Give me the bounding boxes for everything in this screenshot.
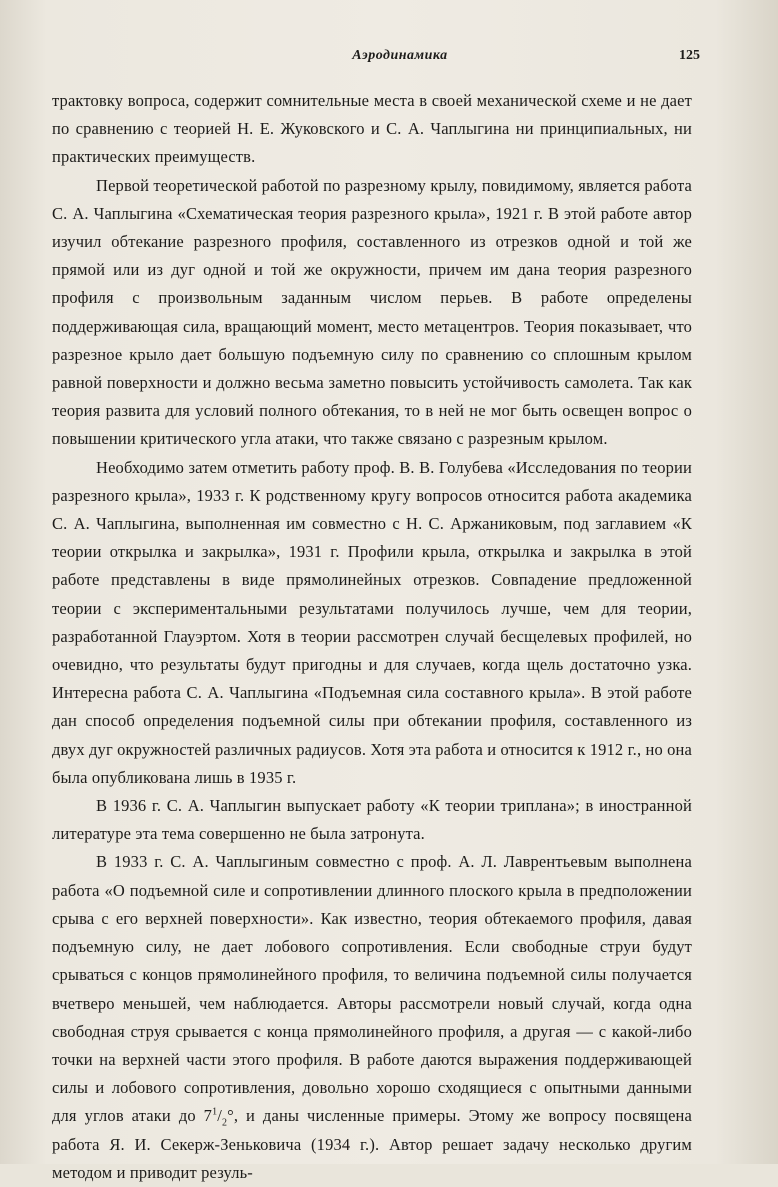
fraction-denominator: 2 xyxy=(221,1117,228,1129)
paragraph: трактовку вопроса, содержит сомнительные места в своей механической схеме и не дает по сравнению с теорией Н. Е. Жуковского и С. А. Чаплыгина ни принципиальных, ни практических преимуществ. xyxy=(52,91,692,167)
paragraph-last: В 1933 г. С. А. Чаплыгиным совместно с проф. А. Л. Лаврентьевым выполнена работа «О подъемной силе и сопротивлении длинного плоского крыла в предположении срыва с его верхней поверхности». Как известно, теория обтекаемого профиля, давая подъемную силу, не дает лобового сопротивления. Если свободные струи будут срываться с концов прямолинейного профиля, то величина подъемной силы получается вчетверо меньшей, чем наблюдается. Авторы рассмотрели новый случай, когда одна свободная струя срывается с конца прямолинейного профиля, а другая — с какой-либо точки на верхней части этого профиля. В работе даются выражения поддерживающей силы и лобового сопротивления, довольно хорошо сходящиеся с опытными данными для углов атаки до $7^1/_2^\circ$, и даны численные примеры. Этому же вопросу посвящена работа Я. И. Секерж-Зеньковича (1934 г.). Автор решает задачу несколько другим методом и приводит резуль- xyxy=(52,852,692,1182)
paragraph-text-start: В 1933 г. С. А. Чаплыгиным совместно с проф. А. Л. Лаврентьевым выполнена работа «О подъемной силе и сопротивлении длинного плоского крыла в предположении срыва с его верхней поверхности». Как известно, теория обтекаемого профиля, давая подъемную силу, не дает лобового сопротивления. Если свободные струи будут срываться с концов прямолинейного профиля, то величина подъемной силы получается вчетверо меньшей, чем наблюдается. Авторы рассмотрели новый случай, когда одна свободная струя срывается с конца прямолинейного профиля, а другая — с какой-либо точки на верхней части этого профиля. В работе даются выражения поддерживающей силы и лобового сопротивления, довольно хорошо сходящиеся с опытными данными для углов атаки до 7 xyxy=(52,852,692,1126)
body-text xyxy=(52,87,692,1187)
running-title: Аэродинамика xyxy=(352,48,448,63)
degree-sign: ° xyxy=(227,1106,234,1126)
paragraph: В 1936 г. С. А. Чаплыгин выпускает работу «К теории триплана»; в иностранной литературе эта тема совершенно не была затронута. xyxy=(52,796,692,844)
fraction-numerator: 1 xyxy=(212,1106,218,1118)
page-number: 125 xyxy=(679,48,700,63)
page-header xyxy=(100,48,700,72)
paragraph: Первой теоретической работой по разрезному крылу, повидимому, является работа С. А. Чаплыгина «Схематическая теория разрезного крыла», 1921 г. В этой работе автор изучил обтекание разрезного профиля, составленного из отрезков одной и той же прямой или из дуг одной и той же окружности, причем им дана теория разрезного профиля с произвольным заданным числом перьев. В работе определены поддерживающая сила, вращающий момент, место метацентров. Теория показывает, что разрезное крыло дает большую подъемную силу по сравнению со сплошным крылом равной поверхности и должно весьма заметно повысить устойчивость самолета. Так как теория развита для условий полного обтекания, то в ней не мог быть освещен вопрос о повышении критического угла атаки, что также связано с разрезным крылом. xyxy=(52,175,692,449)
paragraph-text-end: , и даны численные примеры. Этому же вопросу посвящена работа Я. И. Секерж-Зеньковича (1934 г.). Автор решает задачу несколько другим методом и приводит резуль- xyxy=(52,1106,692,1182)
paragraph: Необходимо затем отметить работу проф. В. В. Голубева «Исследования по теории разрезного крыла», 1933 г. К родственному кругу вопросов относится работа академика С. А. Чаплыгина, выполненная им совместно с Н. С. Аржаниковым, под заглавием «К теории открылка и закрылка», 1931 г. Профили крыла, открылка и закрылка в этой работе представлены в виде прямолинейных отрезков. Совпадение предложенной теории с экспериментальными результатами получилось лучше, чем для теории, разработанной Глауэртом. Хотя в теории рассмотрен случай бесщелевых профилей, но очевидно, что результаты будут пригодны и для случаев, когда щель достаточно узка. Интересна работа С. А. Чаплыгина «Подъемная сила составного крыла». В этой работе дан способ определения подъемной силы при обтекании профиля, составленного из двух дуг окружностей различных радиусов. Хотя эта работа и относится к 1912 г., но она была опубликована лишь в 1935 г. xyxy=(52,457,692,787)
